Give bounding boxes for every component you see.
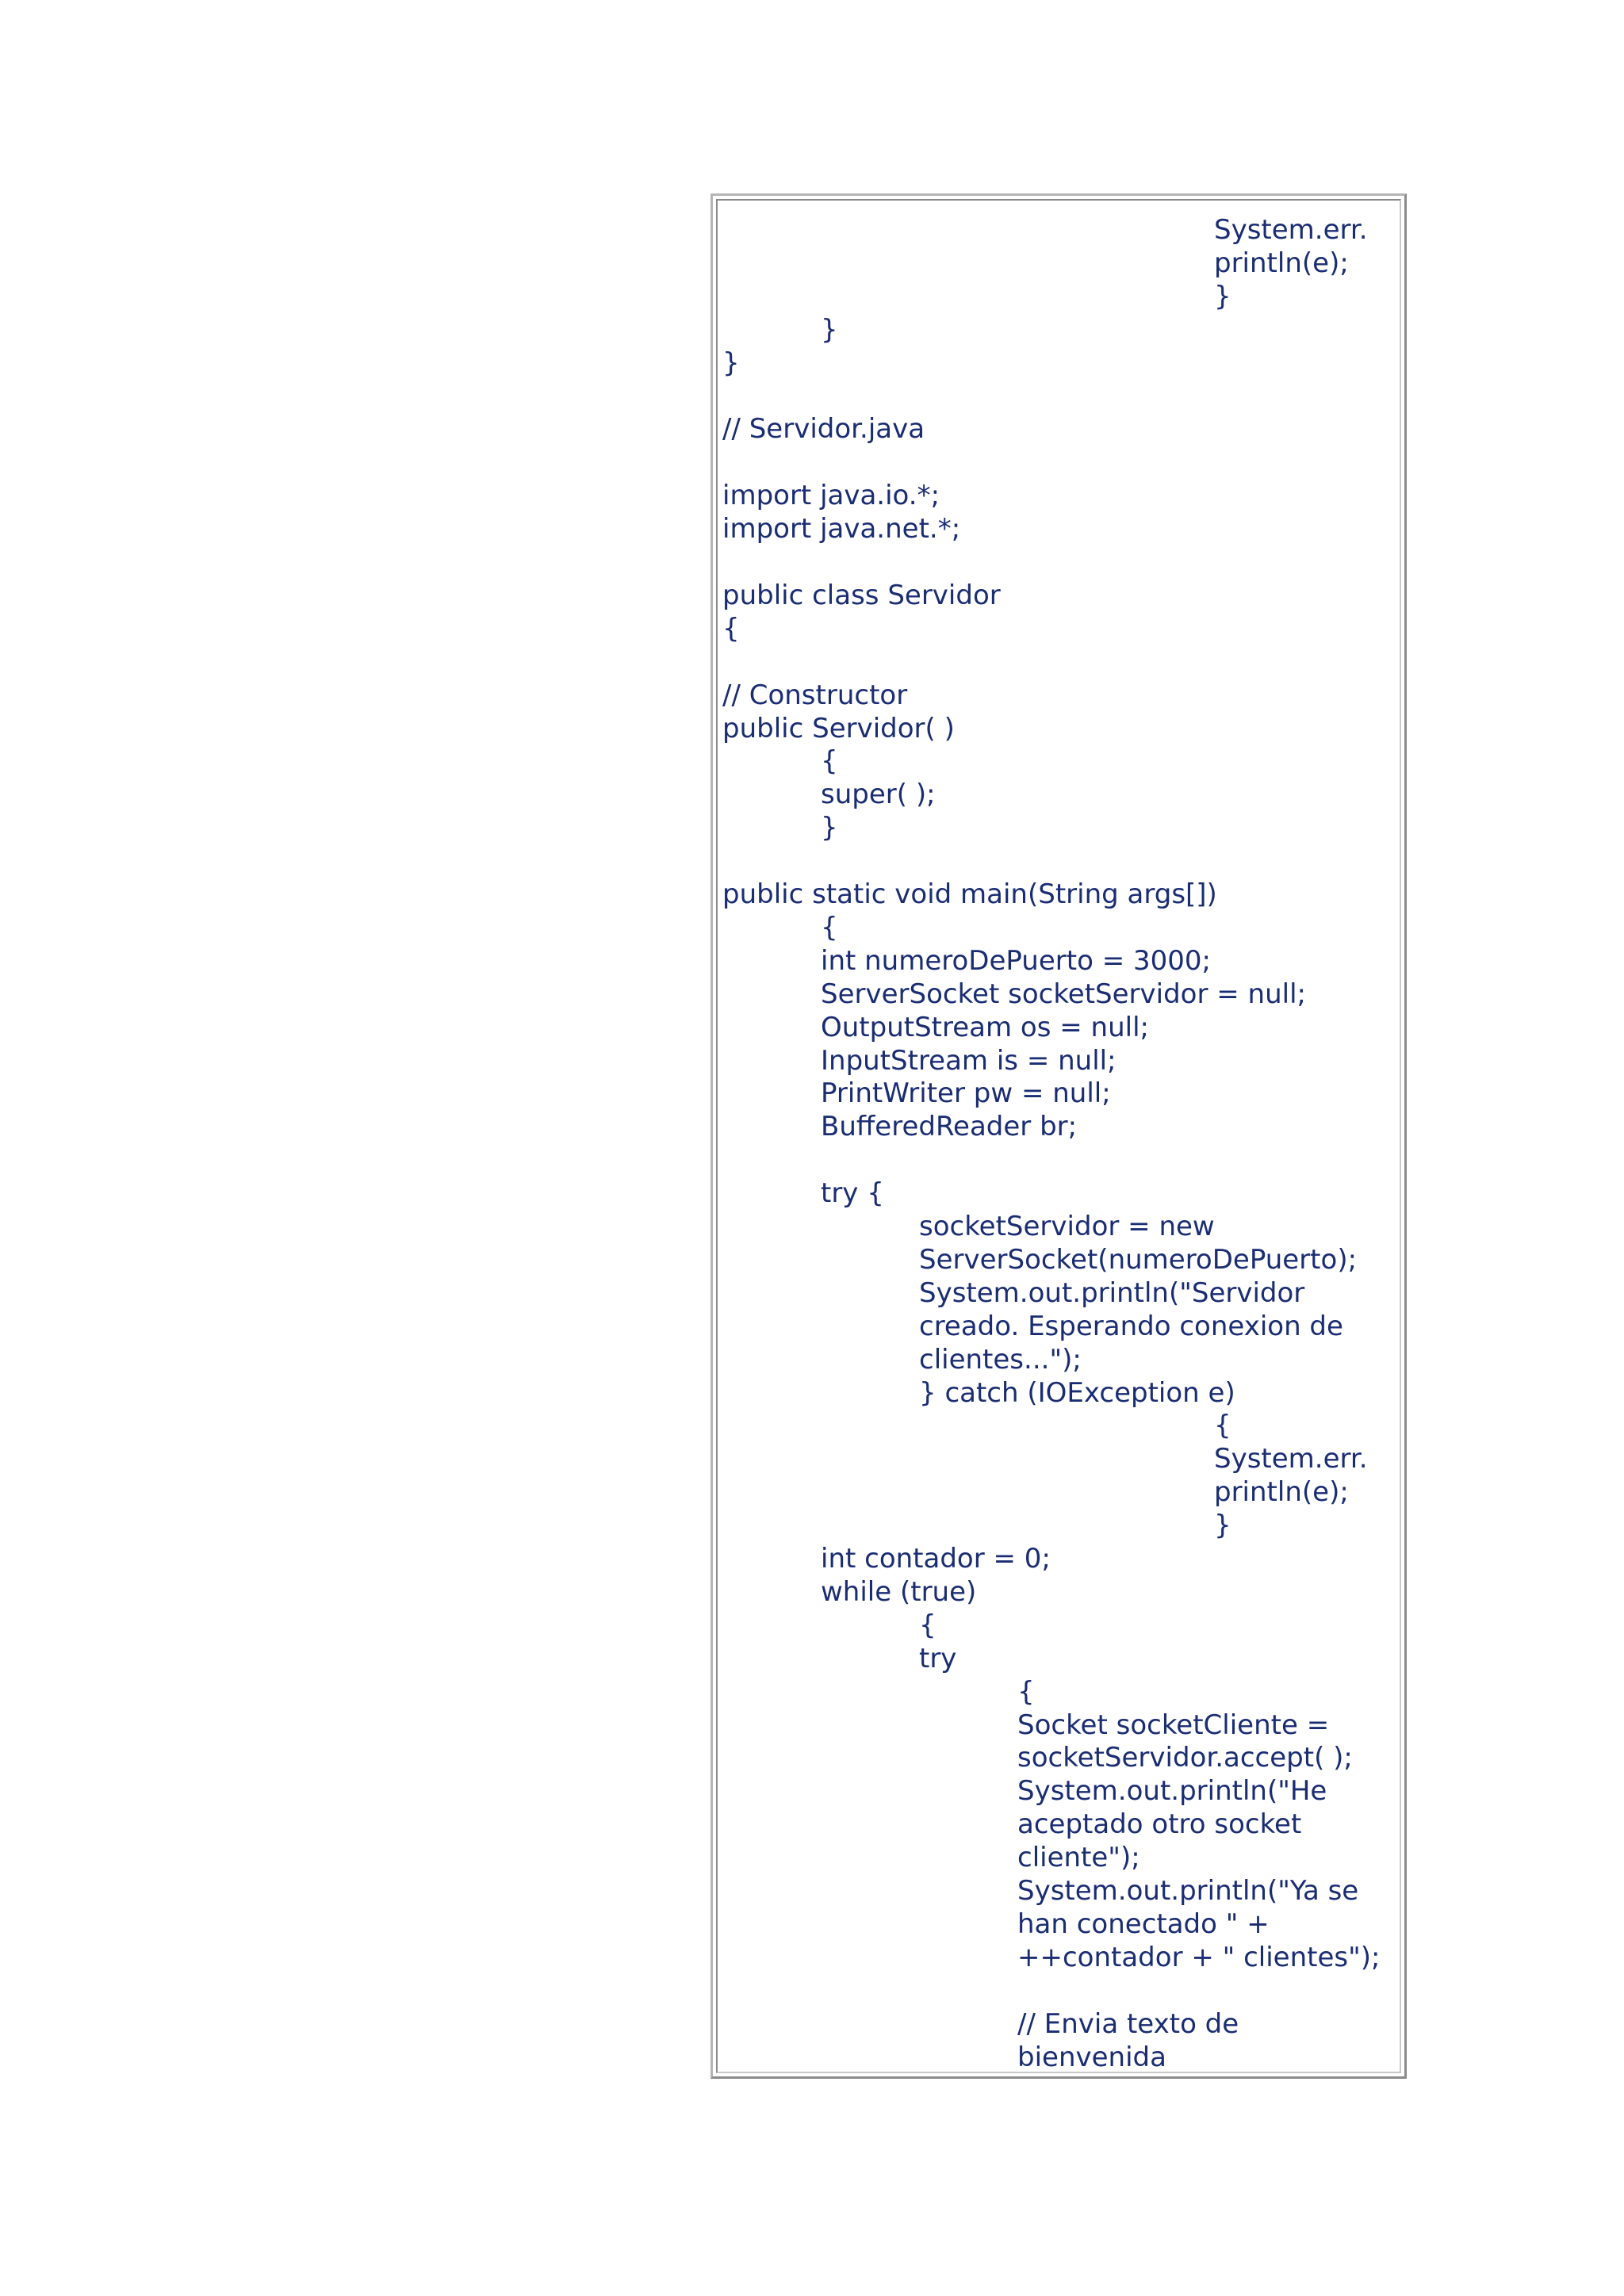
code-line: // Constructor <box>722 679 908 711</box>
code-line: { <box>821 911 838 943</box>
code-line: { <box>1214 1410 1231 1442</box>
code-listing-inner-border <box>716 199 1401 2073</box>
code-line: } <box>1214 280 1231 312</box>
code-line: int numeroDePuerto = 3000; <box>821 944 1211 977</box>
code-line: } catch (IOException e) <box>919 1376 1235 1409</box>
code-line: super( ); <box>821 779 936 811</box>
code-line: socketServidor = new <box>919 1211 1215 1242</box>
code-line: socketServidor.accept( ); <box>1017 1742 1353 1774</box>
code-line: try { <box>821 1177 884 1210</box>
code-line: } <box>722 346 740 379</box>
code-line: System.out.println("He <box>1017 1775 1327 1808</box>
code-line: try <box>919 1642 957 1674</box>
code-line: han conectado " + <box>1017 1908 1270 1940</box>
code-line: while (true) <box>821 1575 977 1608</box>
code-line: { <box>722 612 740 645</box>
code-line: System.err. <box>1214 214 1368 246</box>
code-line: Socket socketCliente = <box>1017 1709 1330 1741</box>
code-line: System.out.println("Ya se <box>1017 1875 1359 1907</box>
code-line: System.out.println("Servidor <box>919 1276 1305 1309</box>
code-line: bienvenida <box>1017 2041 1166 2073</box>
code-line: creado. Esperando conexion de <box>919 1310 1343 1342</box>
code-line: } <box>1214 1510 1231 1542</box>
code-line: BufferedReader br; <box>821 1111 1078 1143</box>
code-line: } <box>821 812 838 844</box>
code-line: { <box>919 1609 936 1641</box>
code-line: cliente"); <box>1017 1842 1140 1874</box>
code-line: public Servidor( ) <box>722 712 955 744</box>
code-line: ServerSocket socketServidor = null; <box>821 978 1306 1010</box>
code-line: InputStream is = null; <box>821 1044 1116 1077</box>
code-line: clientes..."); <box>919 1343 1082 1376</box>
code-line: // Envia texto de <box>1017 2007 1239 2040</box>
code-line: println(e); <box>1214 247 1349 279</box>
code-line: int contador = 0; <box>821 1543 1051 1575</box>
code-line: { <box>821 745 838 778</box>
code-line: } <box>821 313 838 346</box>
code-line: println(e); <box>1214 1476 1349 1509</box>
code-line: PrintWriter pw = null; <box>821 1077 1111 1110</box>
code-line: import java.net.*; <box>722 513 961 545</box>
code-line: System.err. <box>1214 1443 1368 1475</box>
code-line: ++contador + " clientes"); <box>1017 1941 1381 1973</box>
code-line: import java.io.*; <box>722 480 940 512</box>
code-line: public static void main(String args[]) <box>722 878 1217 910</box>
code-line: public class Servidor <box>722 579 1001 611</box>
code-line: aceptado otro socket <box>1017 1808 1302 1841</box>
code-listing-frame <box>710 193 1407 2079</box>
code-line: ServerSocket(numeroDePuerto); <box>919 1243 1358 1276</box>
code-line: OutputStream os = null; <box>821 1011 1149 1043</box>
code-line: { <box>1017 1675 1035 1708</box>
code-line: // Servidor.java <box>722 413 925 446</box>
code-listing <box>718 201 1400 2072</box>
